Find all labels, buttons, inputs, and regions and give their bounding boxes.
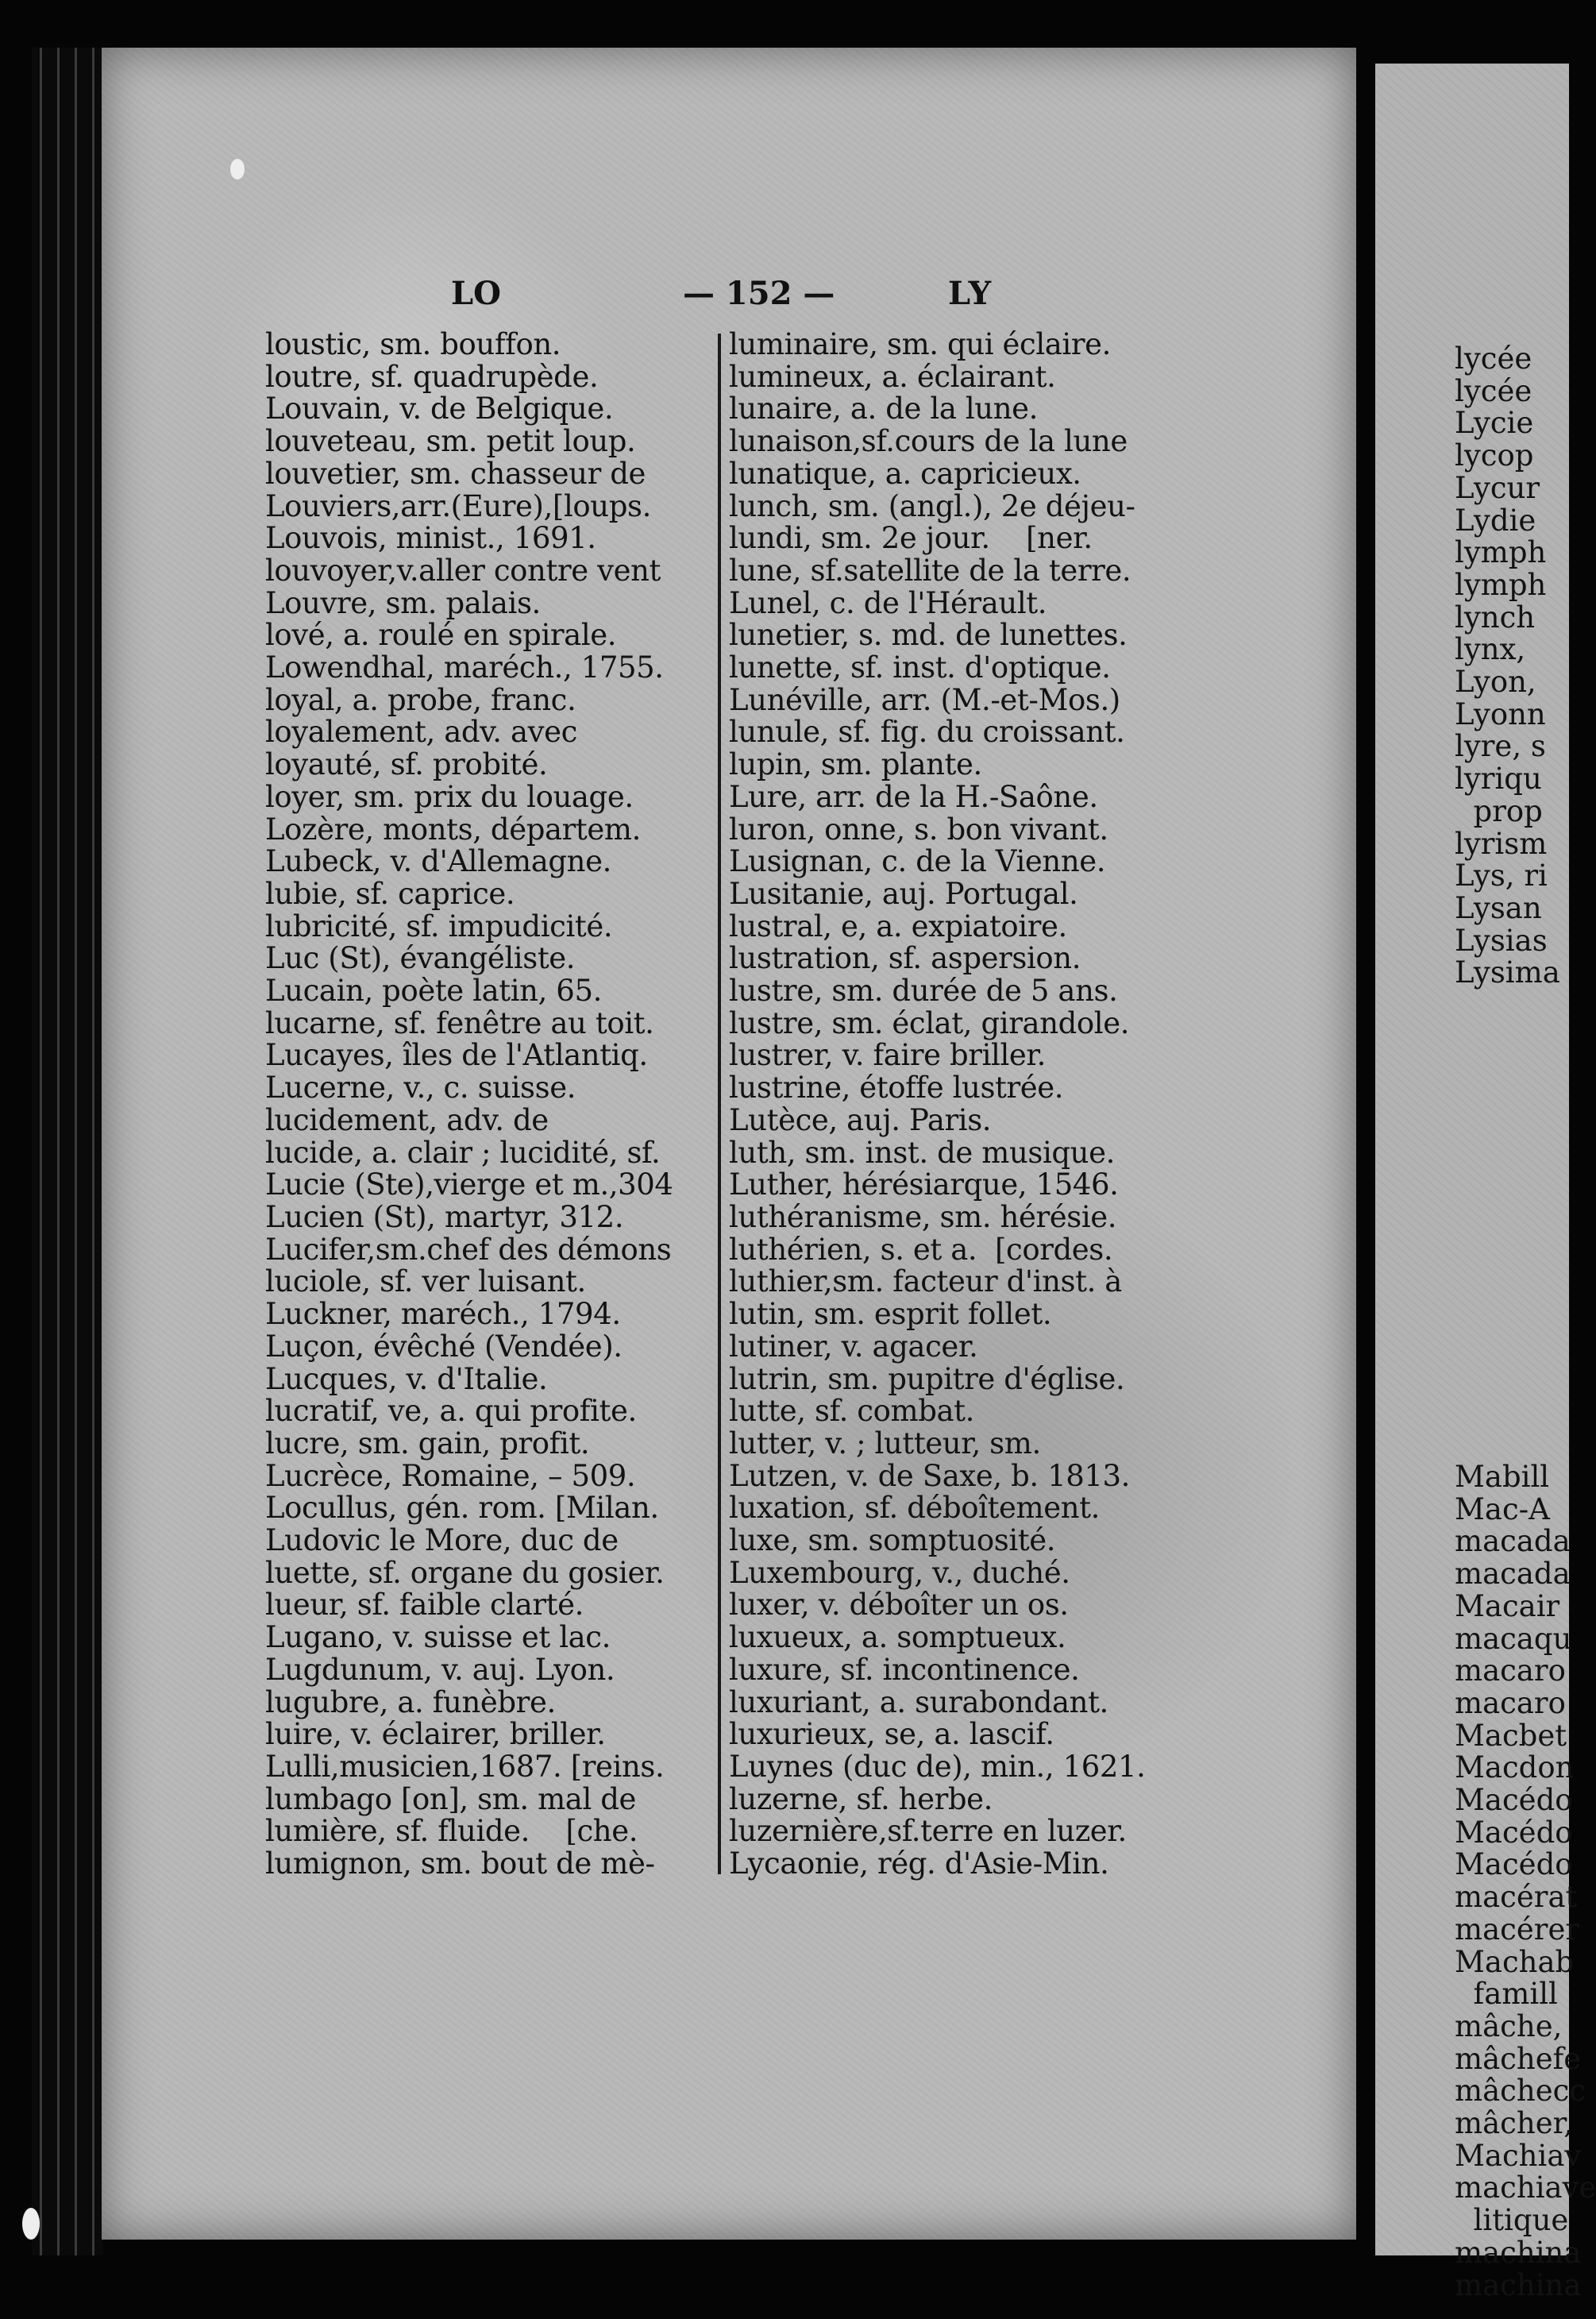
dictionary-entry: Lucien (St), martyr, 312. (265, 1199, 624, 1234)
dictionary-entry: Lulli,musicien,1687. [reins. (265, 1749, 665, 1784)
facing-page-entry: machina (1455, 2267, 1582, 2302)
facing-page-entry: Lysima (1455, 955, 1560, 990)
facing-page-entry: Lyonn (1455, 696, 1546, 731)
dictionary-entry: Lugano, v. suisse et lac. (265, 1620, 611, 1655)
dictionary-entry: lucratif, ve, a. qui profite. (265, 1394, 637, 1429)
dictionary-entry: Lucayes, îles de l'Atlantiq. (265, 1038, 648, 1073)
dictionary-entry: lunetier, s. md. de lunettes. (729, 618, 1128, 653)
dictionary-entry: luthérien, s. et a. [cordes. (729, 1232, 1113, 1267)
facing-page-entry: Lysan (1455, 890, 1542, 925)
facing-page-entry: Macédo (1455, 1815, 1573, 1850)
dictionary-entry: loyal, a. probe, franc. (265, 682, 576, 717)
dictionary-entry: lutin, sm. esprit follet. (729, 1297, 1052, 1332)
dictionary-entry: Luckner, maréch., 1794. (265, 1297, 621, 1332)
dictionary-entry: Locullus, gén. rom. [Milan. (265, 1491, 659, 1526)
paper-speck (230, 159, 245, 179)
facing-page-entry: Lycie (1455, 406, 1534, 441)
dictionary-entry: Lunéville, arr. (M.-et-Mos.) (729, 682, 1120, 717)
dictionary-entry: luette, sf. organe du gosier. (265, 1555, 665, 1590)
page-gutter (1356, 32, 1377, 2255)
dictionary-entry: lutter, v. ; lutteur, sm. (729, 1426, 1041, 1460)
facing-page-entry: Machab (1455, 1944, 1575, 1979)
dictionary-entry: Lubeck, v. d'Allemagne. (265, 844, 611, 879)
dictionary-entry: luxer, v. déboîter un os. (729, 1588, 1069, 1623)
dictionary-entry: Lusitanie, auj. Portugal. (729, 876, 1078, 911)
dictionary-entry: lubie, sf. caprice. (265, 876, 515, 911)
dictionary-entry: lové, a. roulé en spirale. (265, 618, 617, 653)
facing-page-entry: lyriqu (1455, 762, 1542, 797)
facing-page-entry: prop (1455, 793, 1543, 828)
dictionary-entry: loutre, sf. quadrupède. (265, 359, 599, 394)
dictionary-entry: lucre, sm. gain, profit. (265, 1426, 590, 1460)
dictionary-entry: louveteau, sm. petit loup. (265, 424, 636, 459)
facing-page-entry: lyre, s (1455, 729, 1546, 764)
left-column (265, 329, 718, 1881)
dictionary-entry: louvoyer,v.aller contre vent (265, 553, 661, 588)
page-header (0, 275, 1569, 322)
facing-page-column-top (1455, 343, 1560, 990)
facing-page-entry: macaro (1455, 1685, 1566, 1720)
dictionary-entry: lundi, sm. 2e jour. [ner. (729, 521, 1093, 556)
dictionary-entry: luxure, sf. incontinence. (729, 1652, 1080, 1687)
facing-page-entry: lycée (1455, 341, 1532, 376)
dictionary-entry: lunule, sf. fig. du croissant. (729, 715, 1125, 750)
dictionary-entry: Lucie (Ste),vierge et m.,304 (265, 1167, 673, 1202)
facing-page-entry: lyrism (1455, 826, 1548, 861)
dictionary-entry: Lugdunum, v. auj. Lyon. (265, 1652, 615, 1687)
left-guide-word: LO (451, 275, 501, 312)
dictionary-entry: Lowendhal, maréch., 1755. (265, 650, 664, 685)
dictionary-entry: luzerne, sf. herbe. (729, 1781, 993, 1816)
facing-page-entry: lynch (1455, 600, 1536, 635)
dictionary-entry: luthier,sm. facteur d'inst. à (729, 1264, 1122, 1299)
dictionary-entry: lucidement, adv. de (265, 1102, 549, 1137)
dictionary-entry: lugubre, a. funèbre. (265, 1684, 556, 1719)
dictionary-entry: lumignon, sm. bout de mè- (265, 1846, 655, 1881)
dictionary-entry: Lure, arr. de la H.-Saône. (729, 779, 1098, 814)
facing-page-entry: Lycur (1455, 470, 1540, 505)
facing-page-entry: lymph (1455, 535, 1547, 570)
facing-page-entry: Macédo (1455, 1847, 1573, 1882)
dictionary-entry: lucarne, sf. fenêtre au toit. (265, 1005, 654, 1040)
facing-page-entry: lynx, (1455, 632, 1526, 667)
facing-page-entry: Lydie (1455, 503, 1536, 538)
dictionary-entry: lutiner, v. agacer. (729, 1329, 978, 1364)
dictionary-entry: lune, sf.satellite de la terre. (729, 553, 1131, 588)
dictionary-entry: Louvre, sm. palais. (265, 585, 541, 620)
facing-page-entry: Machiav (1455, 2138, 1582, 2173)
dictionary-entry: luzernière,sf.terre en luzer. (729, 1814, 1127, 1849)
dictionary-entry: lustral, e, a. expiatoire. (729, 909, 1067, 943)
facing-page-entry: Macair (1455, 1588, 1560, 1623)
dictionary-entry: Lunel, c. de l'Hérault. (729, 585, 1047, 620)
dictionary-entry: luxe, sm. somptuosité. (729, 1523, 1056, 1558)
dictionary-entry: lueur, sf. faible clarté. (265, 1588, 584, 1623)
facing-page-entry: mâche, (1455, 2008, 1563, 2043)
right-guide-word: LY (948, 275, 992, 312)
dictionary-entry: luth, sm. inst. de musique. (729, 1135, 1115, 1170)
facing-page-entry: mâcher, (1455, 2106, 1573, 2141)
facing-page-entry: macada (1455, 1557, 1571, 1592)
facing-page-entry: lycop (1455, 438, 1534, 473)
dictionary-entry: lustre, sm. éclat, girandole. (729, 1005, 1130, 1040)
book-spine (32, 48, 103, 2255)
dictionary-entry: lunaison,sf.cours de la lune (729, 424, 1128, 459)
dictionary-entry: lustre, sm. durée de 5 ans. (729, 974, 1118, 1009)
dictionary-entry: lubricité, sf. impudicité. (265, 909, 613, 943)
dictionary-entry: luxuriant, a. surabondant. (729, 1684, 1108, 1719)
dictionary-entry: Lusignan, c. de la Vienne. (729, 844, 1106, 879)
facing-page-entry: macérat (1455, 1880, 1578, 1915)
dictionary-entry: Ludovic le More, duc de (265, 1523, 619, 1558)
dictionary-entry: lumière, sf. fluide. [che. (265, 1814, 638, 1849)
dictionary-entry: lustrer, v. faire briller. (729, 1038, 1046, 1073)
facing-page-entry: Macédo (1455, 1783, 1573, 1818)
dictionary-entry: Louviers,arr.(Eure),[loups. (265, 488, 651, 523)
dictionary-entry: lunch, sm. (angl.), 2e déjeu- (729, 488, 1135, 523)
facing-page-entry: macérer (1455, 1912, 1580, 1947)
dictionary-entry: Louvain, v. de Belgique. (265, 392, 614, 426)
dictionary-entry: luxueux, a. somptueux. (729, 1620, 1066, 1655)
dictionary-entry: luron, onne, s. bon vivant. (729, 812, 1108, 847)
dictionary-entry: loyer, sm. prix du louage. (265, 779, 634, 814)
facing-page-entry: Lyon, (1455, 665, 1536, 700)
facing-page-entry: lycée (1455, 373, 1532, 408)
dictionary-entry: lupin, sm. plante. (729, 747, 982, 782)
dictionary-entry: Lucrèce, Romaine, – 509. (265, 1458, 636, 1493)
page-number: — 152 — (683, 275, 835, 312)
right-column (729, 329, 1221, 1881)
dictionary-entry: Luc (St), évangéliste. (265, 941, 576, 976)
dictionary-entry: lutrin, sm. pupitre d'église. (729, 1361, 1125, 1396)
dictionary-entry: Lucifer,sm.chef des démons (265, 1232, 672, 1267)
dictionary-entry: luciole, sf. ver luisant. (265, 1264, 586, 1299)
dictionary-entry: Lutzen, v. de Saxe, b. 1813. (729, 1458, 1131, 1493)
dictionary-entry: loyauté, sf. probité. (265, 747, 548, 782)
dictionary-entry: Luxembourg, v., duché. (729, 1555, 1070, 1590)
dictionary-entry: lucide, a. clair ; lucidité, sf. (265, 1135, 661, 1170)
facing-page-entry: mâchefe (1455, 2041, 1582, 2076)
dictionary-entry: loyalement, adv. avec (265, 715, 577, 750)
dictionary-entry: luxation, sf. déboîtement. (729, 1491, 1100, 1526)
dictionary-entry: Lucain, poète latin, 65. (265, 974, 602, 1009)
dictionary-entry: lustrine, étoffe lustrée. (729, 1071, 1064, 1105)
dictionary-entry: Lozère, monts, départem. (265, 812, 641, 847)
dictionary-entry: Lutèce, auj. Paris. (729, 1102, 992, 1137)
facing-page-entry: Mabill (1455, 1460, 1550, 1494)
facing-page-entry: machiave (1455, 2170, 1596, 2205)
dictionary-entry: lustration, sf. aspersion. (729, 941, 1081, 976)
column-rule (718, 334, 721, 1874)
facing-page-entry: macaro (1455, 1653, 1566, 1688)
dictionary-entry: louvetier, sm. chasseur de (265, 456, 646, 491)
dictionary-entry: Luynes (duc de), min., 1621. (729, 1749, 1146, 1784)
facing-page-entry: litique (1455, 2203, 1569, 2238)
dictionary-entry: lunette, sf. inst. d'optique. (729, 650, 1111, 685)
dictionary-entry: luthéranisme, sm. hérésie. (729, 1199, 1117, 1234)
facing-page-entry: machina (1455, 2235, 1582, 2270)
facing-page-entry: macaqu (1455, 1621, 1572, 1656)
paper-speck (22, 2208, 40, 2240)
facing-page-entry: mâchecc (1455, 2074, 1586, 2109)
dictionary-entry: Lycaonie, rég. d'Asie-Min. (729, 1846, 1109, 1881)
facing-page-entry: Lysias (1455, 923, 1548, 958)
dictionary-entry: Luçon, évêché (Vendée). (265, 1329, 623, 1364)
facing-page-entry: macada (1455, 1524, 1571, 1559)
dictionary-entry: luminaire, sm. qui éclaire. (729, 327, 1112, 361)
dictionary-entry: lunaire, a. de la lune. (729, 392, 1039, 426)
dictionary-entry: Lucques, v. d'Italie. (265, 1361, 548, 1396)
facing-page-entry: Macbet (1455, 1718, 1567, 1753)
dictionary-entry: Louvois, minist., 1691. (265, 521, 596, 556)
dictionary-entry: lunatique, a. capricieux. (729, 456, 1081, 491)
dictionary-entry: Luther, hérésiarque, 1546. (729, 1167, 1119, 1202)
dictionary-entry: lumbago [on], sm. mal de (265, 1781, 637, 1816)
facing-page-entry: Macdon (1455, 1750, 1575, 1785)
dictionary-entry: lutte, sf. combat. (729, 1394, 974, 1429)
dictionary-entry: loustic, sm. bouffon. (265, 327, 561, 361)
dictionary-entry: Lucerne, v., c. suisse. (265, 1071, 576, 1105)
dictionary-entry: luire, v. éclairer, briller. (265, 1717, 606, 1752)
facing-page-entry: Mac-A (1455, 1491, 1550, 1526)
dictionary-entry: lumineux, a. éclairant. (729, 359, 1056, 394)
facing-page-column-bottom (1455, 1461, 1596, 2302)
facing-page-entry: lymph (1455, 567, 1547, 602)
facing-page-entry: Lys, ri (1455, 859, 1548, 893)
dictionary-entry: luxurieux, se, a. lascif. (729, 1717, 1054, 1752)
facing-page-entry: famill (1455, 1977, 1558, 2012)
